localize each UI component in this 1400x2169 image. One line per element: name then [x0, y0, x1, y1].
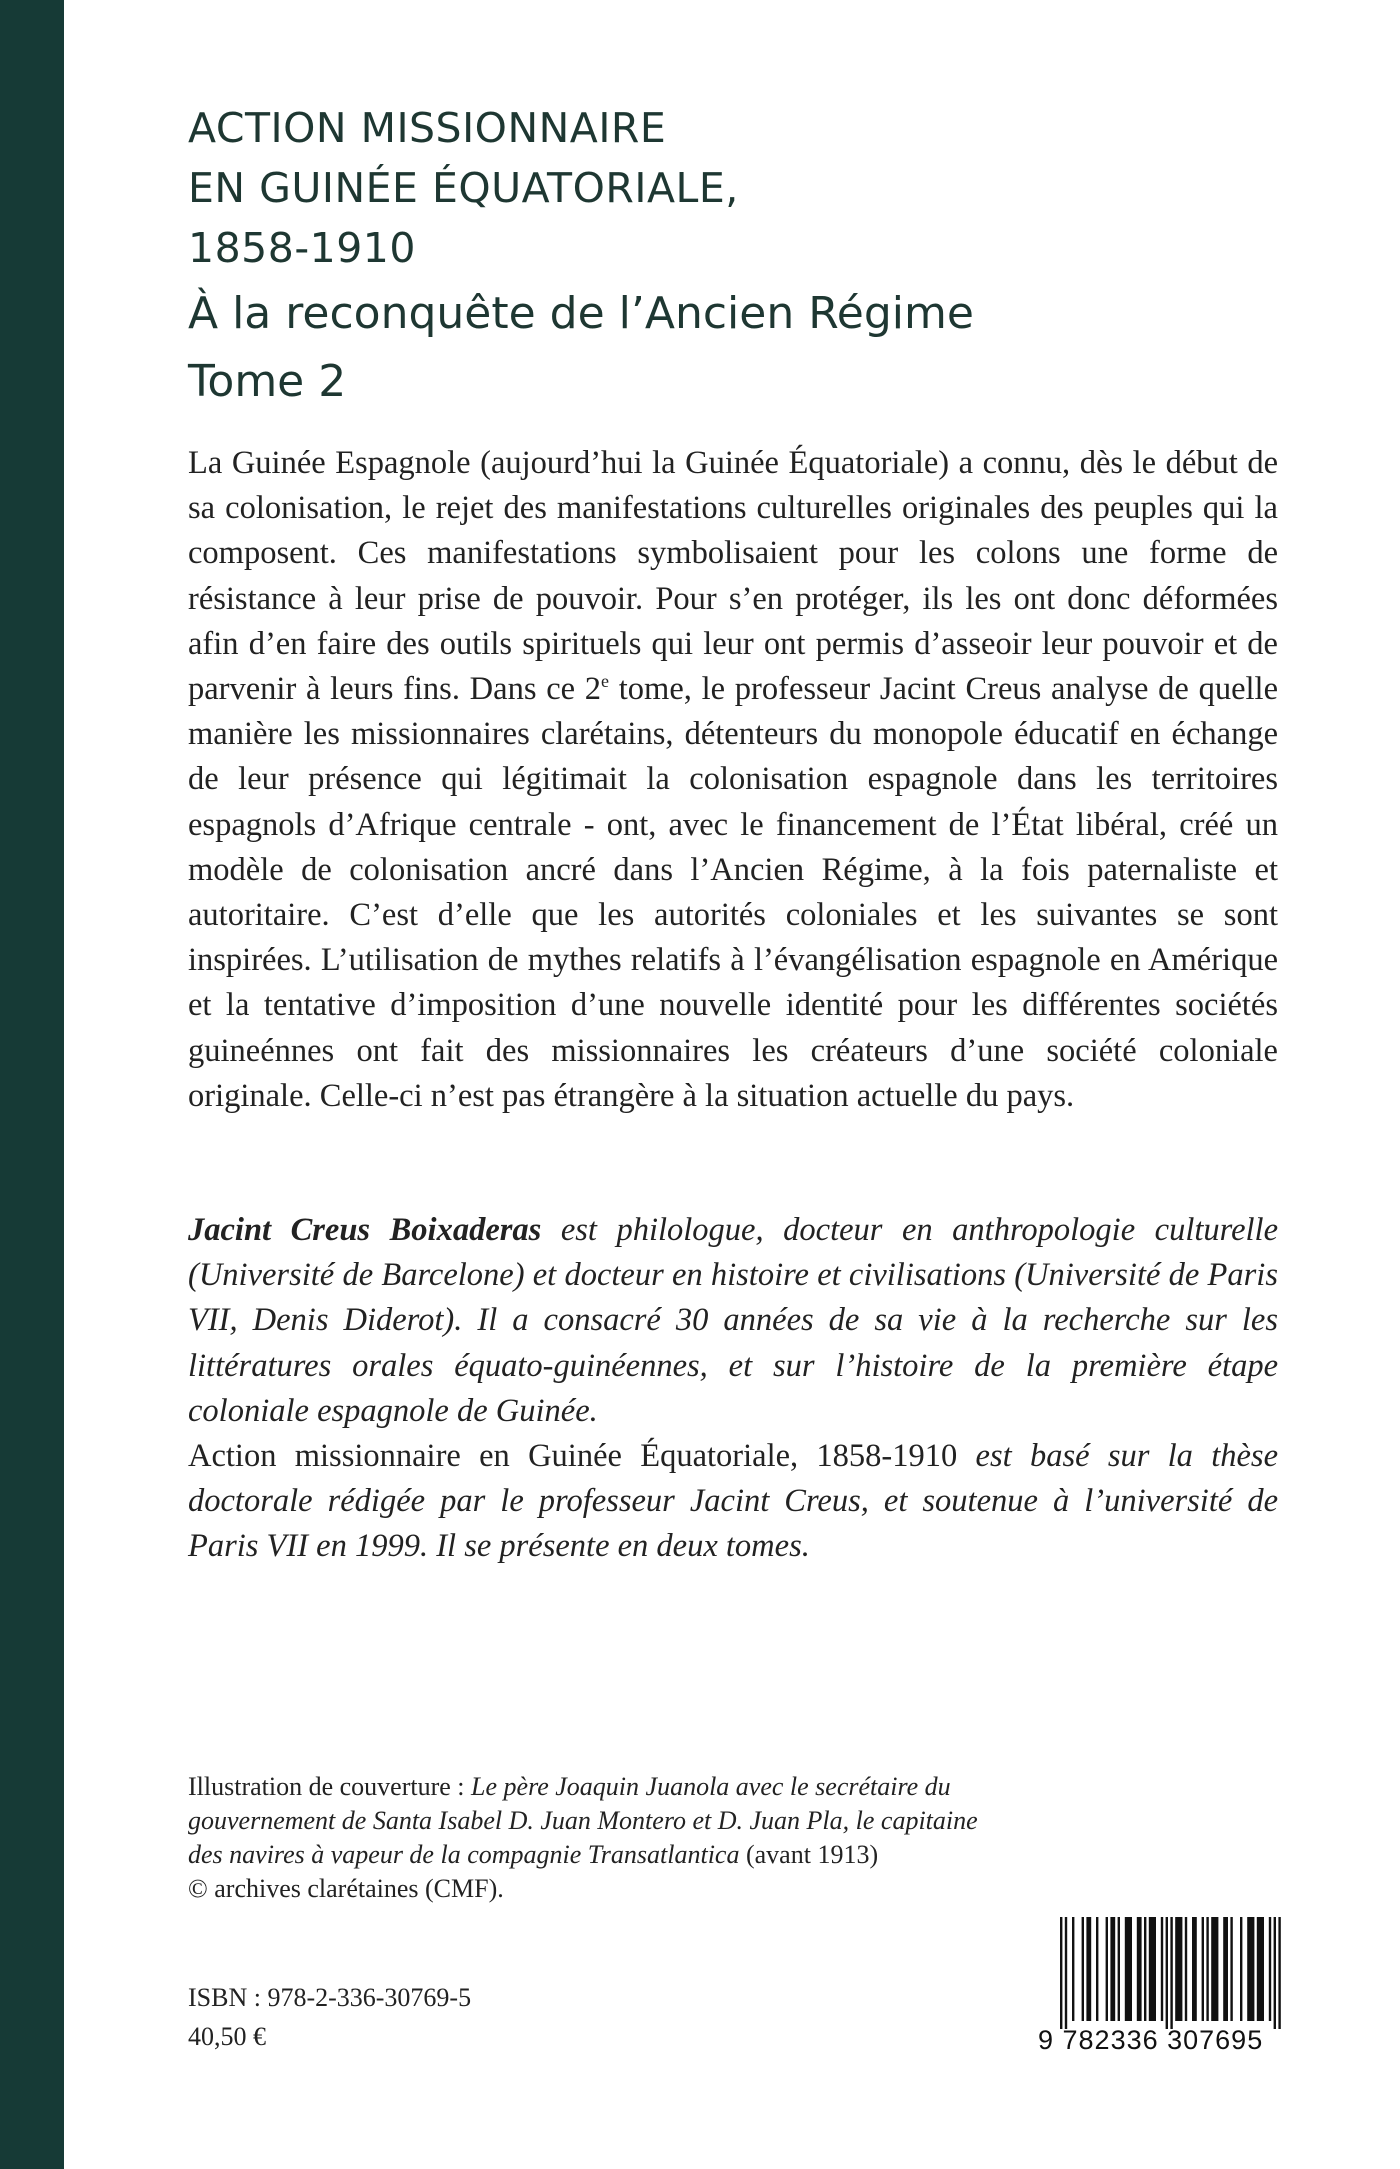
barcode-bar [1274, 1917, 1276, 2029]
barcode-bar [1137, 1917, 1142, 2021]
barcode-bar [1144, 1917, 1146, 2021]
barcode-bar [1161, 1917, 1163, 2021]
book-note-title: Action missionnaire en Guinée Équatoriale, 1858-1910 [188, 1438, 958, 1475]
title-block [188, 98, 1288, 412]
barcode-bar [1192, 1917, 1197, 2021]
barcode-bar [1118, 1917, 1120, 2021]
barcode-bar [1060, 1917, 1062, 2029]
book-note-paragraph [188, 1434, 1278, 1570]
barcode-bar [1065, 1917, 1067, 2029]
barcode-bar [1247, 1917, 1254, 2021]
barcode-bar [1170, 1917, 1172, 2029]
barcode-bar [1106, 1917, 1108, 2021]
barcode-bar [1278, 1917, 1280, 2029]
author-bio-text: est philologue, docteur en anthropologie culturelle (Université de Barcelone) et docteur en histoire et civilisations (Université de Paris VII, Denis Diderot). Il a consacré 30 années de sa vie à la recherche sur les littératures orales équato-guinéennes, et sur l’histoire de la première étape coloniale espagnole de Guinée. [188, 1212, 1279, 1429]
barcode-bar [1185, 1917, 1187, 2021]
barcode-bar [1175, 1917, 1182, 2021]
barcode-digits: 9 782336 307695 [1038, 2025, 1264, 2055]
volume-label: Tome 2 [188, 356, 347, 407]
credit-caption: Le père Joaquin Juanola avec le secrétaire du gouvernement de Santa Isabel D. Juan Montero et D. Juan Pla, le capitaine des navires à vapeur de la compagnie Transatlantica [188, 1772, 978, 1869]
barcode-bar [1257, 1917, 1264, 2021]
barcode-bar [1230, 1917, 1232, 2021]
author-bio [188, 1208, 1278, 1570]
author-bio-paragraph [188, 1208, 1278, 1434]
ordinal-superscript: e [601, 671, 610, 692]
book-summary [188, 441, 1278, 1119]
barcode-bar [1166, 1917, 1168, 2029]
credit-date: (avant 1913) [739, 1840, 879, 1869]
barcode-bar [1202, 1917, 1204, 2021]
barcode-icon [1060, 1917, 1308, 2029]
barcode-bar [1223, 1917, 1228, 2021]
book-note-text: est basé sur la thèse doctorale rédigée par le professeur Jacint Creus, et soutenue à l’université de Paris VII en 1999. Il se présente en deux tomes. [188, 1438, 1278, 1565]
barcode-bar [1082, 1917, 1084, 2021]
book-title-line-1: ACTION MISSIONNAIRE [188, 104, 667, 152]
barcode-bar [1110, 1917, 1115, 2021]
barcode-bar [1125, 1917, 1132, 2021]
book-title-dates: 1858-1910 [188, 224, 416, 272]
credit-copyright: © archives clarétaines (CMF). [188, 1874, 504, 1903]
barcode-bar [1096, 1917, 1098, 2021]
barcode-box [1020, 1909, 1340, 2055]
book-title-line-2: EN GUINÉE ÉQUATORIALE, [188, 164, 739, 212]
summary-text-part-1: La Guinée Espagnole (aujourd’hui la Guinée Équatoriale) a connu, dès le début de sa colonisation, le rejet des manifestations culturelles originales des peuples qui la composent. Ces manifestations symbolisaient pour les colons une forme de résistance à leur prise de pouvoir. Pour s’en protéger, ils les ont donc déformées afin d’en faire des outils spirituels qui leur ont permis d’asseoir leur pouvoir et de parvenir à leurs fins. Dans ce 2 [188, 445, 1278, 708]
barcode-bar [1206, 1917, 1208, 2021]
credit-label: Illustration de couverture : [188, 1772, 472, 1801]
barcode-bar [1240, 1917, 1242, 2021]
book-spine [0, 0, 64, 2169]
price: 40,50 € [188, 2022, 266, 2051]
book-subtitle: À la reconquête de l’Ancien Régime [188, 288, 974, 339]
summary-text-part-2: tome, le professeur Jacint Creus analyse de quelle manière les missionnaires clarétains, détenteurs du monopole éducatif en échange de leur présence qui légitimait la colonisation espagnole dans les territoires espagnols d’Afrique centrale - ont, avec le financement de l’État libéral, créé un modèle de colonisation ancré dans l’Ancien Régime, à la fois paternaliste et autoritaire. C’est d’elle que les autorités coloniales et les suivantes se sont inspirées. L’utilisation de mythes relatifs à l’évangélisation espagnole en Amérique et la tentative d’imposition d’une nouvelle identité pour les différentes sociétés guineénnes ont fait des missionnaires les créateurs d’une société coloniale originale. Celle-ci n’est pas étrangère à la situation actuelle du pays. [188, 671, 1278, 1114]
barcode-bar [1269, 1917, 1271, 2021]
cover-illustration-credit [188, 1770, 988, 1906]
barcode-bar [1072, 1917, 1074, 2021]
barcode-bar [1149, 1917, 1156, 2021]
isbn: ISBN : 978-2-336-30769-5 [188, 1983, 472, 2012]
barcode-bar [1211, 1917, 1218, 2021]
author-name: Jacint Creus Boixaderas [188, 1212, 542, 1248]
barcode-bar [1086, 1917, 1091, 2021]
